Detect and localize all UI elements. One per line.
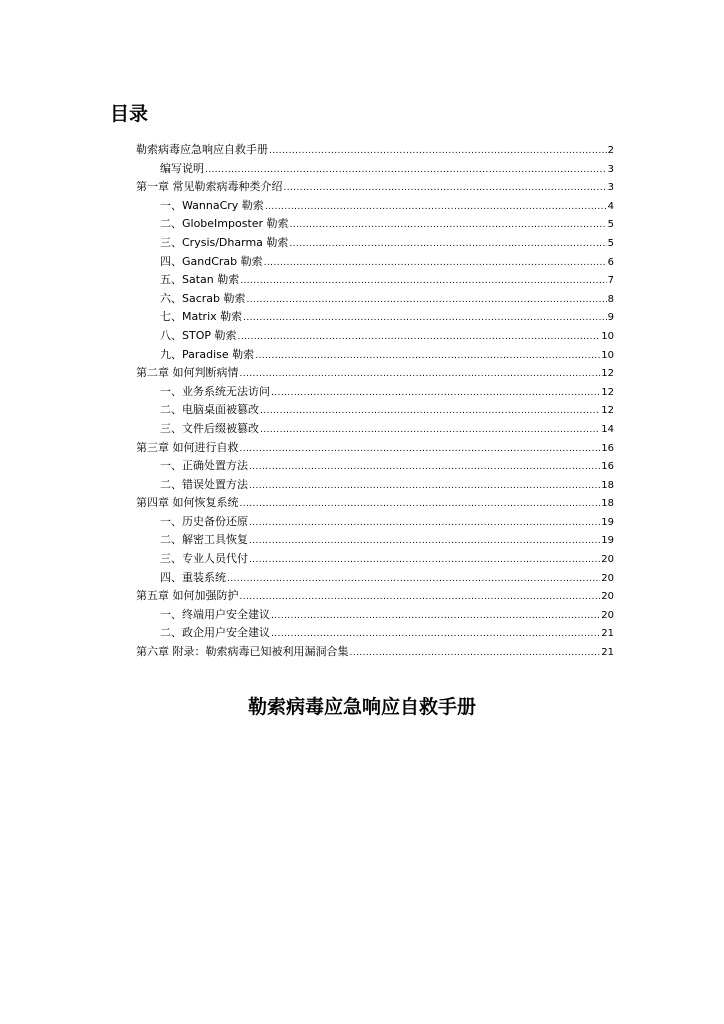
- toc-entry-label: 编写说明: [160, 161, 204, 175]
- toc-entry-page-number: 8: [607, 293, 614, 305]
- toc-entry[interactable]: [136, 550, 614, 569]
- toc-entry-page-number: 14: [601, 423, 614, 435]
- toc-entry[interactable]: [136, 606, 614, 625]
- toc-entry-label: 一、业务系统无法访问: [160, 384, 270, 398]
- toc-entry-page-number: 2: [607, 145, 614, 156]
- toc-entry-label: 第五章 如何加强防护: [136, 589, 239, 603]
- dot-leader: [271, 607, 600, 626]
- toc-entry-label: 八、STOP 勒索: [160, 328, 237, 342]
- dot-leader: [249, 551, 600, 570]
- toc-entry[interactable]: [136, 141, 614, 160]
- toc-entry-page-number: 4: [607, 200, 614, 212]
- toc-entry-page-number: 5: [607, 219, 614, 231]
- toc-entry-label: 三、专业人员代付: [160, 552, 248, 566]
- toc-entry-page-number: 19: [601, 535, 614, 547]
- toc-heading: 目录: [110, 103, 149, 125]
- toc-entry[interactable]: [136, 346, 614, 365]
- dot-leader: [249, 458, 600, 477]
- dot-leader: [255, 347, 600, 366]
- toc-entry-page-number: 12: [601, 405, 614, 417]
- toc-entry-label: 二、电脑桌面被篡改: [160, 403, 259, 417]
- toc-entry[interactable]: [136, 401, 614, 420]
- dot-leader: [247, 291, 607, 310]
- dot-leader: [240, 440, 601, 459]
- dot-leader: [227, 570, 600, 589]
- toc-entry[interactable]: [136, 271, 614, 290]
- toc-entry[interactable]: [136, 253, 614, 272]
- toc-entry-label: 第三章 如何进行自救: [136, 440, 239, 454]
- toc-entry-page-number: 10: [601, 349, 614, 361]
- toc-entry-page-number: 6: [607, 256, 614, 268]
- toc-entry[interactable]: [136, 531, 614, 550]
- toc-entry-page-number: 10: [601, 330, 614, 342]
- dot-leader: [249, 477, 600, 496]
- dot-leader: [271, 625, 600, 644]
- toc-entry-label: 第二章 如何判断病情: [136, 366, 239, 380]
- toc-entry[interactable]: [136, 364, 614, 383]
- dot-leader: [205, 161, 607, 180]
- toc-entry-label: 九、Paradise 勒索: [160, 347, 255, 361]
- toc-entry[interactable]: [136, 215, 614, 234]
- toc-entry-page-number: 20: [601, 609, 614, 621]
- toc-entry[interactable]: [136, 457, 614, 476]
- toc-entry-page-number: 20: [601, 572, 614, 584]
- toc-entry[interactable]: [136, 439, 614, 458]
- toc-entry-label: 二、错误处置方法: [160, 477, 248, 491]
- toc-entry[interactable]: [136, 290, 614, 309]
- dot-leader: [264, 254, 607, 273]
- toc-entry-label: 三、Crysis/Dharma 勒索: [160, 235, 289, 249]
- toc-entry-page-number: 5: [607, 237, 614, 249]
- toc-entry-page-number: 7: [607, 275, 614, 287]
- toc-entry[interactable]: [136, 178, 614, 197]
- toc-entry[interactable]: [136, 513, 614, 532]
- toc-entry[interactable]: [136, 476, 614, 495]
- toc-entry-label: 二、解密工具恢复: [160, 533, 248, 547]
- toc-entry-page-number: 9: [607, 312, 614, 324]
- dot-leader: [249, 532, 600, 551]
- toc-entry-page-number: 16: [601, 461, 614, 473]
- toc-entry-label: 一、终端用户安全建议: [160, 607, 270, 621]
- toc-entry[interactable]: [136, 624, 614, 643]
- toc-entry-label: 二、政企用户安全建议: [160, 626, 270, 640]
- toc-entry[interactable]: [136, 420, 614, 439]
- toc-entry-label: 五、Satan 勒索: [160, 273, 240, 287]
- toc-entry-label: 勒索病毒应急响应自救手册: [136, 143, 268, 156]
- toc-entry-label: 四、重装系统: [160, 570, 226, 584]
- toc-entry-label: 第六章 附录：勒索病毒已知被利用漏洞合集: [136, 645, 349, 659]
- toc-entry[interactable]: [136, 569, 614, 588]
- dot-leader: [269, 142, 607, 161]
- toc-entry-label: 六、Sacrab 勒索: [160, 291, 246, 305]
- toc-entry-page-number: 21: [601, 628, 614, 640]
- toc-entry[interactable]: [136, 327, 614, 346]
- dot-leader: [290, 216, 607, 235]
- toc-entry[interactable]: [136, 197, 614, 216]
- dot-leader: [240, 272, 606, 291]
- toc-entry-page-number: 18: [601, 498, 614, 510]
- toc-entry-page-number: 18: [601, 479, 614, 491]
- dot-leader: [240, 495, 601, 514]
- toc-entry-label: 四、GandCrab 勒索: [160, 254, 263, 268]
- toc-entry-page-number: 16: [601, 442, 614, 454]
- toc-entry-page-number: 21: [601, 647, 614, 659]
- toc-entry[interactable]: [136, 587, 614, 606]
- dot-leader: [240, 588, 601, 607]
- toc-entry-label: 三、文件后缀被篡改: [160, 421, 259, 435]
- toc-entry-page-number: 12: [601, 386, 614, 398]
- toc-entry[interactable]: [136, 383, 614, 402]
- toc-entry-label: 七、Matrix 勒索: [160, 310, 243, 324]
- toc-entry[interactable]: [136, 494, 614, 513]
- toc-entry[interactable]: [136, 160, 614, 179]
- toc-entry-label: 一、历史备份还原: [160, 514, 248, 528]
- toc-entry-label: 一、正确处置方法: [160, 459, 248, 473]
- toc-entry-page-number: 12: [601, 368, 614, 380]
- dot-leader: [243, 309, 606, 328]
- table-of-contents: [136, 141, 614, 662]
- toc-entry[interactable]: [136, 643, 614, 662]
- dot-leader: [284, 179, 607, 198]
- toc-entry-page-number: 20: [601, 591, 614, 603]
- document-title: 勒索病毒应急响应自救手册: [247, 696, 476, 718]
- dot-leader: [271, 384, 600, 403]
- toc-entry-label: 第一章 常见勒索病毒种类介绍: [136, 180, 283, 194]
- dot-leader: [260, 421, 600, 440]
- dot-leader: [260, 402, 600, 421]
- toc-entry-page-number: 19: [601, 516, 614, 528]
- dot-leader: [238, 328, 601, 347]
- toc-entry-label: 二、GlobeImposter 勒索: [160, 217, 289, 231]
- toc-entry[interactable]: [136, 234, 614, 253]
- toc-entry-page-number: 20: [601, 554, 614, 566]
- dot-leader: [350, 644, 601, 663]
- toc-entry[interactable]: [136, 308, 614, 327]
- dot-leader: [249, 514, 600, 533]
- dot-leader: [265, 198, 607, 217]
- toc-entry-page-number: 3: [607, 182, 614, 194]
- dot-leader: [289, 235, 606, 254]
- dot-leader: [240, 365, 601, 384]
- toc-entry-label: 一、WannaCry 勒索: [160, 198, 264, 212]
- toc-entry-label: 第四章 如何恢复系统: [136, 496, 239, 510]
- toc-entry-page-number: 3: [607, 163, 614, 175]
